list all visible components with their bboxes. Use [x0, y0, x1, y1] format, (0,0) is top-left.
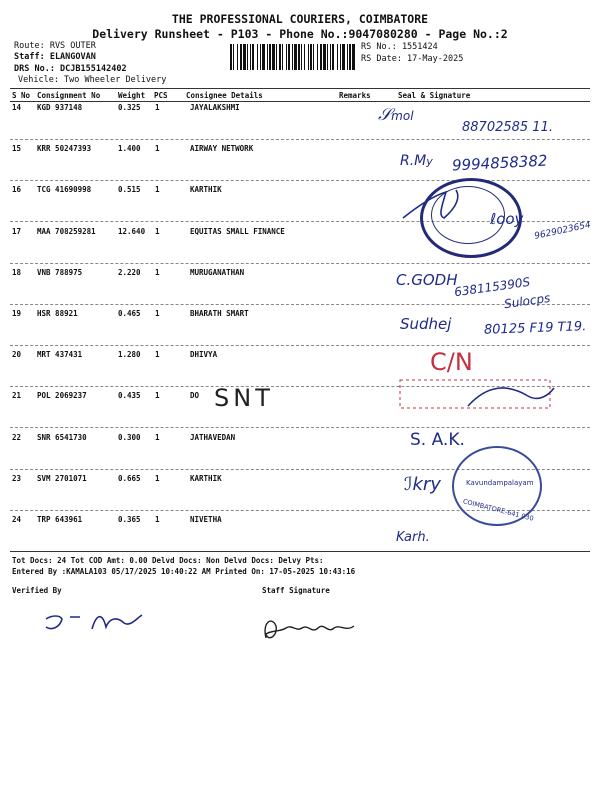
signature-23: ℐkry — [404, 474, 441, 495]
row-divider — [10, 263, 590, 264]
signature-15: R.My — [400, 153, 433, 169]
barcode-bar — [347, 44, 348, 70]
row-weight: 0.465 — [118, 309, 141, 318]
col-seal: Seal & Signature — [398, 91, 471, 100]
barcode-bar — [269, 44, 271, 70]
row-consignee: MURUGANATHAN — [190, 267, 245, 277]
row-weight: 0.515 — [118, 185, 141, 195]
barcode-bar — [317, 44, 318, 70]
row-consignee: BHARATH SMART — [190, 309, 249, 318]
table-header-rule — [10, 101, 590, 102]
rs-number: RS No.: 1551424 — [361, 42, 438, 52]
col-sno: S No — [12, 91, 31, 100]
barcode-bar — [237, 44, 238, 70]
row-pcs: 1 — [155, 103, 160, 112]
rs-date: RS Date: 17-May-2025 — [361, 54, 464, 64]
totals-line: Tot Docs: 24 Tot COD Amt: 0.00 Delvd Docs: Non Delvd Docs: Delvy Pts: — [12, 556, 324, 565]
row-sno: 16 — [12, 185, 22, 195]
handwritten-phone-14: 88702585 11. — [462, 120, 553, 135]
col-consignment: Consignment No — [37, 91, 101, 100]
barcode-bar — [252, 44, 254, 70]
row-pcs: 1 — [155, 515, 160, 524]
handwritten-phone-19: 80125 F19 T19. — [483, 319, 587, 338]
col-weight: Weight — [118, 91, 146, 100]
row-sno: 14 — [12, 103, 22, 112]
handwritten-name-18: C.GODH — [396, 271, 458, 289]
row-consignee: KARTHIK — [190, 473, 222, 483]
row-sno: 18 — [12, 267, 22, 277]
staff-label: Staff: ELANGOVAN — [14, 52, 96, 62]
row-consignee: DHIVYA — [190, 350, 218, 360]
barcode-bar — [304, 44, 305, 70]
barcode-bar — [342, 44, 345, 70]
barcode-bar — [292, 44, 293, 70]
row-consignment: POL 2069237 — [37, 391, 87, 401]
row-sno: 22 — [12, 432, 22, 442]
row-pcs: 1 — [155, 226, 160, 236]
row-consignment: MAA 708259281 — [37, 226, 96, 236]
row-consignment: HSR 88921 — [37, 309, 78, 318]
row-consignee: EQUITAS SMALL FINANCE — [190, 226, 285, 236]
handwritten-cn-20: C/N — [430, 348, 473, 376]
barcode-bar — [327, 44, 328, 70]
row-weight: 0.325 — [118, 103, 141, 112]
barcode-bar — [279, 44, 281, 70]
signature-14: 𝒮mol — [378, 105, 414, 125]
barcode-bar — [352, 44, 355, 70]
barcode-bar — [233, 44, 234, 70]
barcode — [230, 44, 356, 70]
row-pcs: 1 — [155, 267, 160, 277]
verified-by-signature — [40, 605, 150, 637]
barcode-bar — [276, 44, 277, 70]
barcode-bar — [247, 44, 248, 70]
handwritten-snt-21: SNT — [214, 384, 274, 412]
barcode-bar — [243, 44, 246, 70]
row-divider — [10, 345, 590, 346]
barcode-bar — [298, 44, 300, 70]
row-weight: 0.665 — [118, 473, 141, 483]
barcode-bar — [286, 44, 287, 70]
barcode-bar — [282, 44, 283, 70]
barcode-bar — [323, 44, 326, 70]
row-consignee: JAYALAKSHMI — [190, 103, 240, 112]
barcode-bar — [332, 44, 334, 70]
row-pcs: 1 — [155, 185, 160, 195]
row-weight: 0.365 — [118, 515, 141, 524]
row-consignee: JATHAVEDAN — [190, 432, 236, 442]
row-weight: 12.640 — [118, 226, 146, 236]
row-pcs: 1 — [155, 432, 160, 442]
row-consignment: KGD 937148 — [37, 103, 83, 112]
route-label: Route: RVS OUTER — [14, 41, 96, 51]
stamp-21-scribble — [398, 376, 560, 412]
row-sno: 20 — [12, 350, 22, 360]
row-pcs: 1 — [155, 350, 160, 360]
barcode-bar — [260, 44, 261, 70]
barcode-bar — [349, 44, 351, 70]
row-weight: 1.400 — [118, 144, 141, 154]
row-consignment: MRT 437431 — [37, 350, 83, 360]
vehicle-label: Vehicle: Two Wheeler Delivery — [18, 75, 167, 85]
row-consignee: KARTHIK — [190, 185, 222, 195]
table-top-rule — [10, 88, 590, 89]
barcode-bar — [288, 44, 290, 70]
row-sno: 19 — [12, 309, 22, 318]
staff-signature-label: Staff Signature — [262, 586, 330, 595]
barcode-bar — [257, 44, 258, 70]
row-consignment: SNR 6541730 — [37, 432, 87, 442]
signature-17: ℓooy — [490, 210, 524, 228]
stamp-23-text: Kavundampalayam — [466, 479, 534, 487]
signature-24: Karh. — [396, 530, 430, 545]
stamp-23-text-bottom: COIMBATORE-641 030 — [462, 497, 535, 523]
barcode-bar — [310, 44, 312, 70]
row-consignment: TCG 41690998 — [37, 185, 92, 195]
barcode-bar — [250, 44, 251, 70]
row-weight: 1.280 — [118, 350, 141, 360]
row-consignment: TRP 643961 — [37, 515, 83, 524]
row-consignee: NIVETHA — [190, 515, 222, 524]
row-consignee: AIRWAY NETWORK — [190, 144, 254, 154]
col-consignee: Consignee Details — [186, 91, 263, 100]
row-pcs: 1 — [155, 309, 160, 318]
signature-19: Sudhej — [400, 315, 452, 333]
staff-signature — [258, 612, 368, 646]
barcode-bar — [340, 44, 341, 70]
table-bottom-rule — [10, 551, 590, 552]
handwritten-phone-15: 9994858382 — [451, 151, 548, 175]
row-pcs: 1 — [155, 473, 160, 483]
barcode-bar — [294, 44, 297, 70]
verified-by-label: Verified By — [12, 586, 62, 595]
col-pcs: PCS — [154, 91, 168, 100]
row-consignment: VNB 788975 — [37, 267, 83, 277]
handwritten-phone-17: 9629023654 — [533, 220, 592, 242]
row-consignment: KRR 50247393 — [37, 144, 92, 154]
row-weight: 0.300 — [118, 432, 141, 442]
barcode-bar — [301, 44, 302, 70]
row-weight: 2.220 — [118, 267, 141, 277]
row-pcs: 1 — [155, 144, 160, 154]
barcode-bar — [272, 44, 275, 70]
barcode-bar — [262, 44, 265, 70]
row-weight: 0.435 — [118, 391, 141, 401]
barcode-bar — [337, 44, 338, 70]
row-pcs: 1 — [155, 391, 160, 401]
barcode-bar — [240, 44, 242, 70]
drs-number: DRS No.: DCJB155142402 — [14, 64, 127, 74]
row-sno: 24 — [12, 515, 22, 524]
signature-22: S. A.K. — [410, 430, 465, 450]
row-sno: 23 — [12, 473, 22, 483]
barcode-bar — [267, 44, 268, 70]
barcode-bar — [320, 44, 322, 70]
barcode-bar — [308, 44, 309, 70]
row-consignment: SVM 2701071 — [37, 473, 87, 483]
handwritten-note-18: Sulocps — [503, 290, 552, 312]
entered-by-line: Entered By :KAMALA103 05/17/2025 10:40:22 AM Printed On: 17-05-2025 10:43:16 — [12, 567, 356, 576]
barcode-bar — [230, 44, 232, 70]
row-sno: 17 — [12, 226, 22, 236]
row-divider — [10, 427, 590, 428]
runsheet-subtitle: Delivery Runsheet - P103 - Phone No.:9047080280 - Page No.:2 — [92, 27, 508, 41]
row-sno: 21 — [12, 391, 22, 401]
barcode-bar — [330, 44, 331, 70]
col-remarks: Remarks — [339, 91, 371, 100]
row-consignee: DO — [190, 391, 200, 401]
company-name: THE PROFESSIONAL COURIERS, COIMBATORE — [171, 12, 429, 26]
barcode-bar — [313, 44, 314, 70]
row-divider — [10, 304, 590, 305]
row-divider — [10, 139, 590, 140]
handwritten-phone-18: 638115390S — [453, 274, 531, 300]
row-sno: 15 — [12, 144, 22, 154]
